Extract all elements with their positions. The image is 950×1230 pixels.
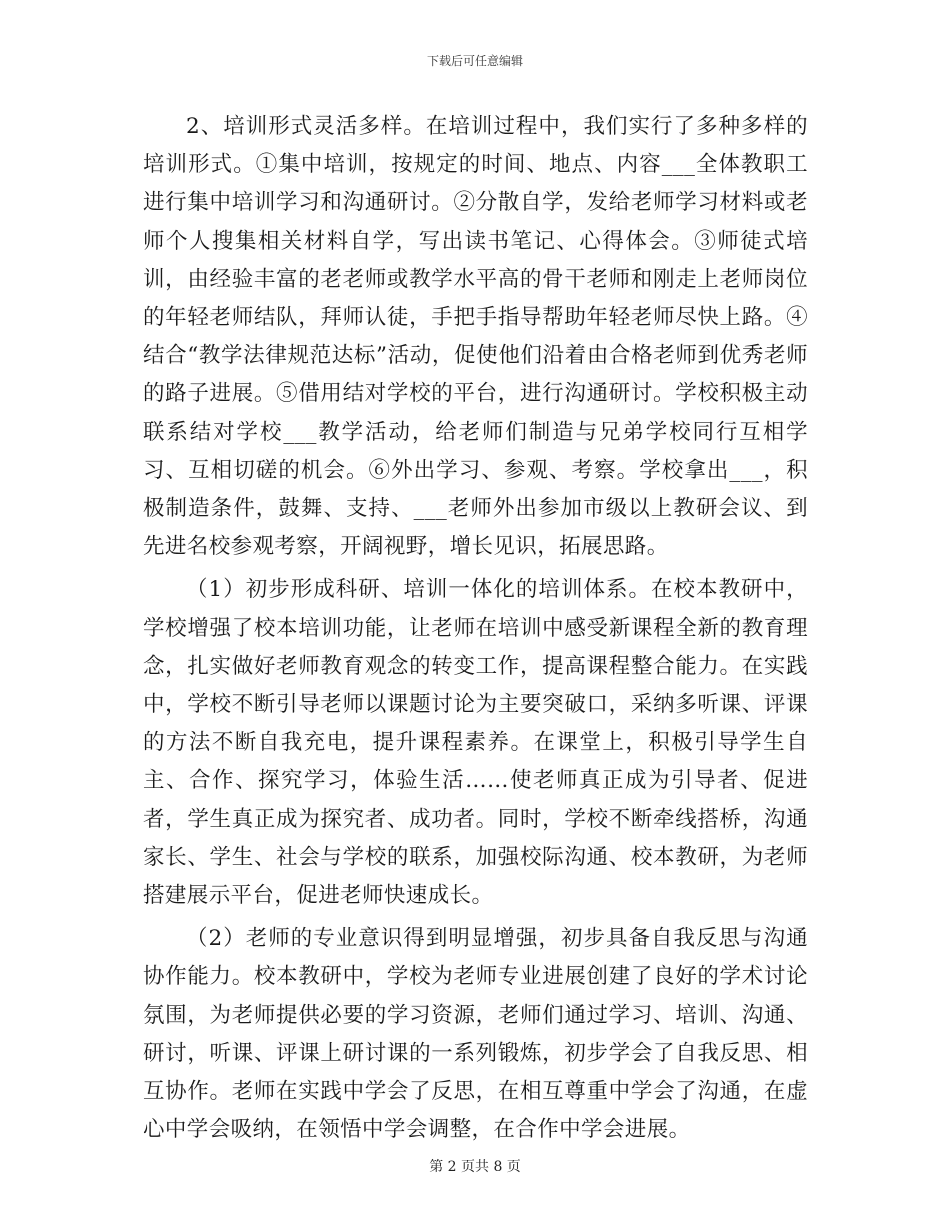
page-number: 第 2 页共 8 页 [429, 1159, 521, 1175]
paragraph-training-forms: 2、培训形式灵活多样。在培训过程中，我们实行了多种多样的培训形式。①集中培训，按规定的时间、地点、内容___全体教职工进行集中培训学习和沟通研讨。②分散自学，发给老师学习材料或老师个人搜集相关材料自学，写出读书笔记、心得体会。③师徒式培训，由经验丰富的老老师或教学水平高的骨干老师和刚走上老师岗位的年轻老师结队，拜师认徒，手把手指导帮助年轻老师尽快上路。④结合“教学法律规范达标”活动，促使他们沿着由合格老师到优秀老师的路子进展。⑤借用结对学校的平台，进行沟通研讨。学校积极主动联系结对学校___教学活动，给老师们制造与兄弟学校同行互相学习、互相切磋的机会。⑥外出学习、参观、考察。学校拿出___，积极制造条件，鼓舞、支持、___老师外出参加市级以上教研会议、到先进名校参观考察，开阔视野，增长见识，拓展思路。 [143, 114, 808, 560]
document-body [143, 108, 808, 1154]
page-header: 下载后可任意编辑 [426, 54, 523, 68]
paragraph-professional-awareness: （2）老师的专业意识得到明显增强，初步具备自我反思与沟通协作能力。校本教研中，学校为老师专业进展创建了良好的学术讨论氛围，为老师提供必要的学习资源，老师们通过学习、培训、沟通、研讨，听课、评课上研讨课的一系列锻炼，初步学会了自我反思、相互协作。老师在实践中学会了反思，在相互尊重中学会了沟通，在虚心中学会吸纳，在领悟中学会调整，在合作中学会进展。 [143, 926, 808, 1143]
paragraph-research-training-system: （1）初步形成科研、培训一体化的培训体系。在校本教研中，学校增强了校本培训功能，让老师在培训中感受新课程全新的教育理念，扎实做好老师教育观念的转变工作，提高课程整合能力。在实践中，学校不断引导老师以课题讨论为主要突破口，采纳多听课、评课的方法不断自我充电，提升课程素养。在课堂上，积极引导学生自主、合作、探究学习，体验生活……使老师真正成为引导者、促进者，学生真正成为探究者、成功者。同时，学校不断牵线搭桥，沟通家长、学生、社会与学校的联系，加强校际沟通、校本教研，为老师搭建展示平台，促进老师快速成长。 [143, 577, 808, 909]
